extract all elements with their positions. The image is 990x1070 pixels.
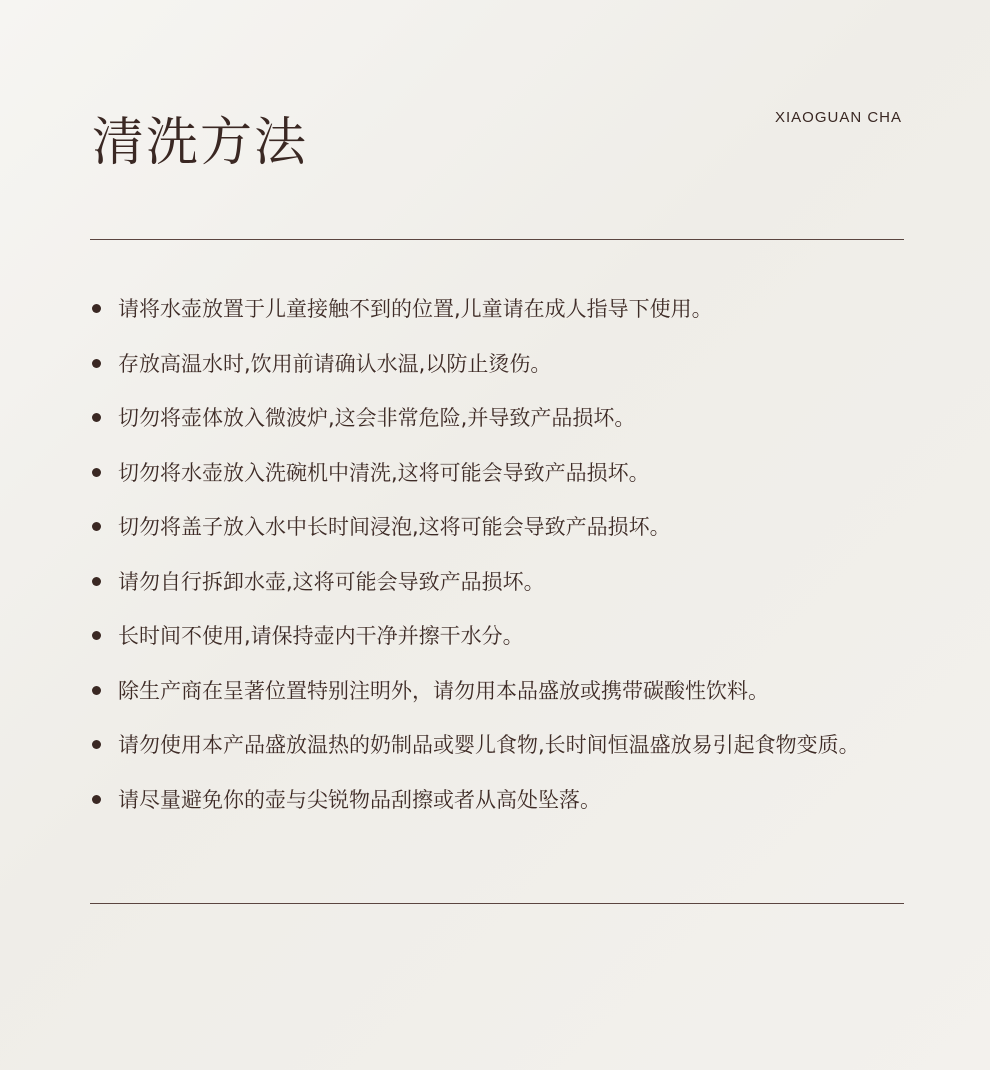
note-text: 切勿将盖子放入水中长时间浸泡,这将可能会导致产品损坏。 (118, 515, 671, 539)
note-text: 请尽量避免你的壶与尖锐物品刮擦或者从高处坠落。 (118, 787, 601, 812)
list-item (90, 396, 904, 440)
note-text: 请勿使用本产品盛放温热的奶制品或婴儿食物,长时间恒温盛放易引起食物变质。 (118, 733, 860, 757)
list-item (90, 614, 904, 658)
bullet-icon (92, 522, 101, 531)
bullet-icon (92, 686, 101, 695)
list-item (90, 669, 904, 713)
bullet-icon (92, 795, 101, 804)
list-item (90, 287, 904, 331)
list-item (90, 723, 904, 767)
list-item (90, 778, 904, 822)
cleaning-notes-list (90, 287, 904, 832)
bullet-icon (92, 413, 101, 422)
bullet-icon (92, 740, 101, 749)
list-item (90, 451, 904, 495)
bullet-icon (92, 304, 101, 313)
note-text: 除生产商在呈著位置特别注明外，请勿用本品盛放或携带碳酸性饮料。 (118, 678, 769, 703)
note-text: 切勿将水壶放入洗碗机中清洗,这将可能会导致产品损坏。 (118, 460, 650, 485)
bottom-divider (90, 903, 904, 904)
note-text: 长时间不使用,请保持壶内干净并擦干水分。 (118, 624, 524, 648)
bullet-icon (92, 359, 101, 368)
bullet-icon (92, 631, 101, 640)
note-text: 切勿将壶体放入微波炉,这会非常危险,并导致产品损坏。 (118, 406, 636, 430)
bullet-icon (92, 468, 101, 477)
note-text: 存放高温水时,饮用前请确认水温,以防止烫伤。 (118, 351, 552, 376)
list-item (90, 342, 904, 386)
top-divider (90, 239, 904, 240)
page-title: 清洗方法 (92, 113, 309, 173)
list-item (90, 505, 904, 549)
bullet-icon (92, 577, 101, 586)
note-text: 请将水壶放置于儿童接触不到的位置,儿童请在成人指导下使用。 (118, 297, 713, 321)
list-item (90, 560, 904, 604)
note-text: 请勿自行拆卸水壶,这将可能会导致产品损坏。 (118, 569, 545, 594)
brand-label: XIAOGUAN CHA (774, 109, 902, 126)
